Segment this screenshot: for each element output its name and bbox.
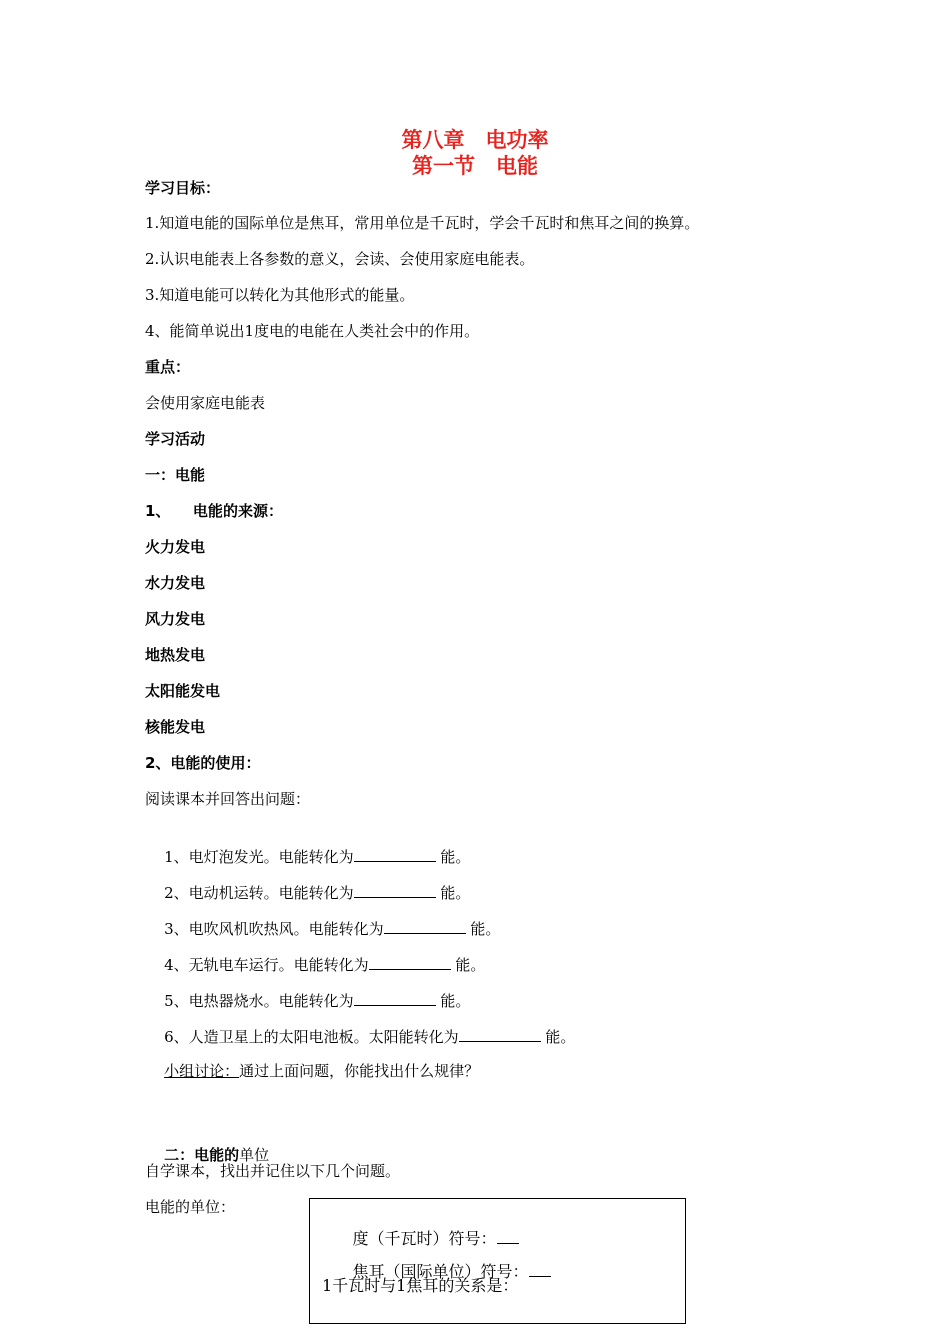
source-item: 地热发电 [145,646,206,664]
key-point-heading: 重点： [145,358,191,376]
question-text: 5、电热器烧水。电能转化为 [164,992,354,1010]
discussion-line [145,1041,479,1101]
objective-item-3: 3.知道电能可以转化为其他形式的能量。 [145,286,415,304]
source-item: 水力发电 [145,574,206,592]
answer-blank[interactable] [354,989,436,1006]
answer-blank[interactable] [384,917,466,934]
source-item: 核能发电 [145,718,206,736]
chapter-title: 第八章 电功率 [401,128,549,152]
answer-blank[interactable] [459,1025,541,1042]
question-suffix: 能。 [435,848,471,866]
question-suffix: 能。 [435,992,471,1010]
units-label: 电能的单位： [145,1198,236,1216]
units-heading-bold: 二：电能的 [164,1146,240,1164]
question-text: 2、电动机运转。电能转化为 [164,884,354,902]
objective-item-1: 1.知道电能的国际单位是焦耳，常用单位是千瓦时，学会千瓦时和焦耳之间的换算。 [145,214,700,232]
usage-intro: 阅读课本并回答出问题： [145,790,311,808]
units-answer-box [309,1198,686,1324]
answer-blank[interactable] [529,1260,551,1277]
key-point-text: 会使用家庭电能表 [145,394,266,412]
box-line-kwh: 度（千瓦时）符号： [322,1207,519,1268]
objective-item-2: 2.认识电能表上各参数的意义，会读、会使用家庭电能表。 [145,250,535,268]
units-heading-rest: 单位 [239,1146,270,1164]
source-item: 风力发电 [145,610,206,628]
source-item: 火力发电 [145,538,206,556]
box-line-joule: 焦耳（国际单位）符号： [322,1240,551,1301]
answer-blank[interactable] [354,881,436,898]
objectives-heading: 学习目标： [145,179,221,197]
question-text: 6、人造卫星上的太阳电池板。太阳能转化为 [164,1028,459,1046]
question-suffix: 能。 [435,884,471,902]
question-text: 1、电灯泡发光。电能转化为 [164,848,354,866]
answer-blank[interactable] [354,845,436,862]
question-suffix: 能。 [450,956,486,974]
units-intro: 自学课本，找出并记住以下几个问题。 [145,1162,401,1180]
objective-item-4: 4、能简单说出1度电的电能在人类社会中的作用。 [145,322,480,340]
question-suffix: 能。 [465,920,501,938]
discussion-label: 小组讨论： [164,1062,240,1080]
answer-blank[interactable] [369,953,451,970]
question-text: 4、无轨电车运行。电能转化为 [164,956,369,974]
usage-heading: 2、电能的使用： [145,754,261,772]
sources-heading: 1、 电能的来源： [145,502,283,520]
activities-heading: 学习活动 [145,430,206,448]
box-line-relation: 1千瓦时与1焦耳的关系是： [322,1276,519,1295]
discussion-text: 通过上面问题，你能找出什么规律？ [239,1062,480,1080]
question-suffix: 能。 [540,1028,576,1046]
question-text: 3、电吹风机吹热风。电能转化为 [164,920,384,938]
part1-heading: 一：电能 [145,466,206,484]
section-title: 第一节 电能 [412,154,538,178]
source-item: 太阳能发电 [145,682,221,700]
